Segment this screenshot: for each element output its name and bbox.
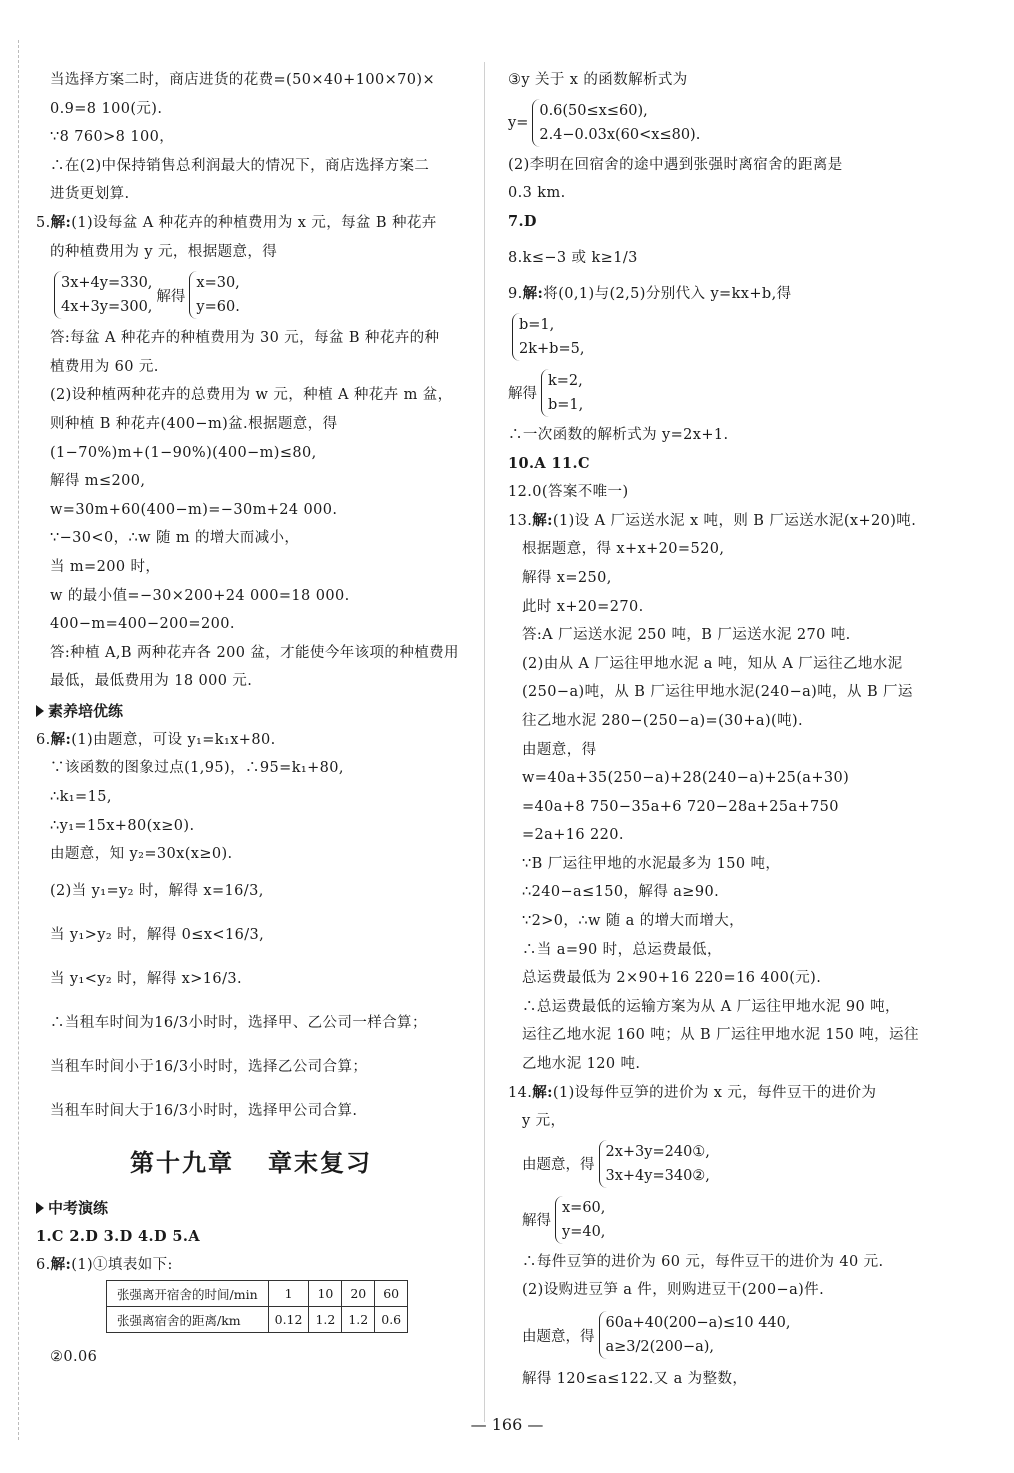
section-heading: 中考演练 (36, 1193, 466, 1223)
table-cell: 1 (268, 1281, 309, 1307)
brace-system: x=60, y=40, (555, 1196, 605, 1244)
brace-system: x=30, y=60. (189, 271, 239, 319)
text-line: 总运费最低为 2×90+16 220=16 400(元). (522, 970, 822, 987)
text-line: 根据题意，得 x+x+20=520, (522, 541, 725, 558)
text-line: (2)当 y₁=y₂ 时，解得 x=16/3, (50, 882, 264, 899)
text-line: 解得 (156, 288, 186, 305)
table-cell: 1.2 (342, 1307, 375, 1333)
triangle-icon (36, 1202, 44, 1214)
text-line: 解得 x=250, (522, 569, 612, 586)
equation-system (508, 1136, 938, 1192)
table-cell: 0.6 (375, 1307, 408, 1333)
text-line: 由题意，得 (522, 1157, 595, 1174)
table-cell: 0.12 (268, 1307, 309, 1333)
text-line: 当选择方案二时，商店进货的花费=(50×40+100×70)× (50, 72, 435, 88)
section-heading: 素养培优练 (36, 696, 466, 726)
column-divider (484, 62, 485, 1422)
text-line: ∵−30<0，∴w 随 m 的增大而减小， (50, 530, 300, 547)
text-line: 运往乙地水泥 160 吨；从 B 厂运往甲地水泥 150 吨，运往 (522, 1027, 919, 1044)
text-line: 最低，最低费用为 18 000 元. (50, 673, 253, 690)
text-line: y 元， (522, 1113, 566, 1130)
question-13-line: 13.解:(1)设 A 厂运送水泥 x 吨，则 B 厂运送水泥(x+20)吨. (508, 511, 917, 529)
text-line: 解得 (508, 386, 537, 403)
brace-system: 0.6(50≤x≤60), 2.4−0.03x(60<x≤80). (532, 99, 700, 147)
text-line: 的种植费用为 y 元，根据题意，得 (50, 243, 278, 260)
text-line: ∵2>0，∴w 随 a 的增大而增大， (522, 913, 745, 930)
question-9-line: 9.解:将(0,1)与(2,5)分别代入 y=kx+b,得 (508, 285, 792, 303)
text-line: (2)设种植两种花卉的总费用为 w 元，种植 A 种花卉 m 盆， (50, 387, 453, 404)
text-line: ∵该函数的图象过点(1,95)，∴95=k₁+80, (50, 760, 344, 777)
table-cell: 1.2 (309, 1307, 342, 1333)
text-line: 答:种植 A,B 两种花卉各 200 盆，才能使今年该项的种植费用 (50, 644, 459, 661)
table-cell: 60 (375, 1281, 408, 1307)
answer-line: 12.0(答案不唯一) (508, 484, 629, 501)
text-line: 解得 (522, 1213, 551, 1230)
text-line: 此时 x+20=270. (522, 598, 644, 615)
text-line: ∵8 760>8 100， (50, 129, 175, 146)
answer-line: 8.k≤−3 或 k≥1/3 (508, 250, 638, 267)
text-line: ∵B 厂运往甲地的水泥最多为 150 吨， (522, 855, 781, 872)
text-line: ∴k₁=15, (50, 789, 112, 806)
answer-line: 10.A 11.C (508, 454, 590, 472)
binding-edge (18, 40, 19, 1440)
inequality-system (508, 1305, 938, 1365)
equation-system (508, 365, 938, 421)
text-line: 当 y₁>y₂ 时，解得 0≤x<16/3, (50, 926, 265, 943)
text-line: ∴在(2)中保持销售总利润最大的情况下，商店选择方案二 (50, 157, 430, 174)
brace-system: 2x+3y=240①, 3x+4y=340②, (599, 1140, 710, 1188)
text-line: ∴y₁=15x+80(x≥0). (50, 817, 195, 834)
text-line: 往乙地水泥 280−(250−a)=(30+a)(吨). (522, 712, 804, 729)
text-line: y= (508, 114, 529, 131)
text-line: (250−a)吨，从 B 厂运往甲地水泥(240−a)吨，从 B 厂运 (522, 684, 913, 701)
question-5-line: 5.解:(1)设每盆 A 种花卉的种植费用为 x 元，每盆 B 种花卉 (36, 213, 437, 231)
text-line: 植费用为 60 元. (50, 358, 159, 375)
brace-system: 3x+4y=330, 4x+3y=300, (54, 271, 152, 319)
text-line: ∴240−a≤150，解得 a≥90. (522, 884, 720, 901)
equation-system (36, 266, 466, 324)
text-line: 0.3 km. (508, 185, 566, 202)
piecewise-function (508, 95, 938, 151)
text-line: 答:A 厂运送水泥 250 吨，B 厂运送水泥 270 吨. (522, 627, 851, 644)
table-cell: 20 (342, 1281, 375, 1307)
question-6-line: 6.解:(1)由题意，可设 y₁=k₁x+80. (36, 730, 276, 748)
text-line: ③y 关于 x 的函数解析式为 (508, 72, 688, 88)
right-column (508, 66, 938, 1394)
question-6-line: 6.解:(1)①填表如下: (36, 1256, 173, 1274)
text-line: ∴总运费最低的运输方案为从 A 厂运往甲地水泥 90 吨， (522, 998, 900, 1015)
table-row (107, 1307, 408, 1333)
text-line: w 的最小值=−30×200+24 000=18 000. (50, 587, 350, 604)
equation-system (508, 309, 938, 365)
text-line: (2)由从 A 厂运往甲地水泥 a 吨，知从 A 厂运往乙地水泥 (522, 655, 903, 672)
equation-system (508, 1192, 938, 1248)
text-line: 由题意，知 y₂=30x(x≥0). (50, 846, 233, 863)
text-line: 当 m=200 时， (50, 558, 161, 575)
text-line: 当 y₁<y₂ 时，解得 x>16/3. (50, 970, 242, 987)
text-line: w=40a+35(250−a)+28(240−a)+25(a+30) (522, 770, 850, 787)
text-line: (2)李明在回宿舍的途中遇到张强时离宿舍的距离是 (508, 156, 843, 173)
text-line: =2a+16 220. (522, 827, 624, 844)
text-line: ∴当租车时间为16/3小时时，选择甲、乙公司一样合算； (50, 1014, 427, 1031)
answer-line: 1.C 2.D 3.D 4.D 5.A (36, 1227, 200, 1245)
table-cell: 10 (309, 1281, 342, 1307)
text-line: (2)设购进豆笋 a 件，则购进豆干(200−a)件. (522, 1282, 825, 1299)
text-line: ∴当 a=90 时，总运费最低， (522, 941, 722, 958)
text-line: 乙地水泥 120 吨. (522, 1056, 641, 1073)
brace-system: k=2, b=1, (541, 369, 583, 417)
chapter-title: 第十九章 章末复习 (130, 1147, 372, 1177)
page-number: — 166 — (470, 1415, 544, 1434)
text-line: ∴每件豆笋的进价为 60 元，每件豆干的进价为 40 元. (522, 1253, 884, 1270)
brace-system: 60a+40(200−a)≤10 440, a≥3/2(200−a), (599, 1311, 791, 1359)
answer-line: 7.D (508, 212, 537, 230)
data-table (106, 1280, 408, 1333)
question-14-line: 14.解:(1)设每件豆笋的进价为 x 元，每件豆干的进价为 (508, 1083, 877, 1101)
text-line: 当租车时间大于16/3小时时，选择甲公司合算. (50, 1102, 358, 1119)
text-line: 由题意，得 (522, 741, 597, 758)
text-line: 0.9=8 100(元). (50, 100, 163, 117)
left-column (36, 66, 466, 1372)
text-line: 解得 m≤200, (50, 473, 146, 490)
text-line: 解得 120≤a≤122.又 a 为整数， (522, 1371, 748, 1387)
text-line: ②0.06 (50, 1349, 98, 1366)
triangle-icon (36, 705, 44, 717)
table-header-cell: 张强离开宿舍的时间/min (107, 1281, 269, 1307)
table-header-cell: 张强离宿舍的距离/km (107, 1307, 269, 1333)
text-line: 答:每盆 A 种花卉的种植费用为 30 元，每盆 B 种花卉的种 (50, 330, 440, 347)
text-line: (1−70%)m+(1−90%)(400−m)≤80, (50, 444, 317, 461)
text-line: 进货更划算. (50, 186, 130, 203)
text-line: 由题意，得 (522, 1328, 595, 1345)
text-line: ∴一次函数的解析式为 y=2x+1. (508, 426, 729, 443)
table-row (107, 1281, 408, 1307)
brace-system: b=1, 2k+b=5, (512, 313, 584, 361)
text-line: 当租车时间小于16/3小时时，选择乙公司合算； (50, 1058, 368, 1075)
text-line: =40a+8 750−35a+6 720−28a+25a+750 (522, 798, 839, 815)
text-line: 400−m=400−200=200. (50, 616, 235, 633)
text-line: w=30m+60(400−m)=−30m+24 000. (50, 501, 338, 518)
text-line: 则种植 B 种花卉(400−m)盆.根据题意，得 (50, 415, 338, 432)
